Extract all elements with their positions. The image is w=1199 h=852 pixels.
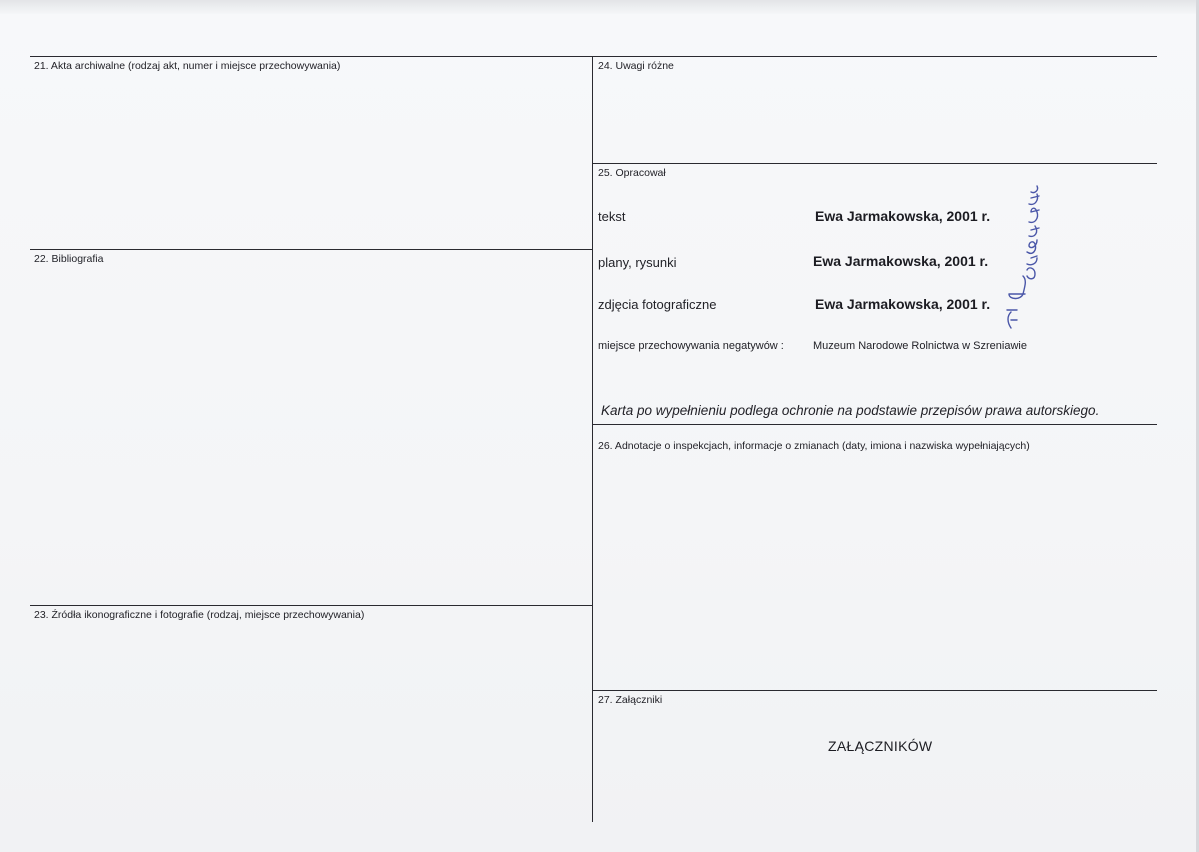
page-top-edge [0, 0, 1199, 14]
divider-top [30, 56, 1157, 57]
column-divider [592, 56, 593, 822]
author-plans-value: Ewa Jarmakowska, 2001 r. [813, 253, 989, 269]
divider-26 [592, 424, 1157, 425]
section-21-label: 21. Akta archiwalne (rodzaj akt, numer i miejsce przechowywania) [34, 60, 341, 72]
section-27-label: 27. Załączniki [598, 694, 663, 706]
section-26-label: 26. Adnotacje o inspekcjach, informacje o zmianach (daty, imiona i nazwiska wypełniających) [598, 440, 1030, 452]
section-22-label: 22. Bibliografia [34, 253, 104, 265]
author-text-label: tekst [598, 209, 626, 224]
divider-23 [30, 605, 592, 606]
divider-25 [592, 163, 1157, 164]
author-text-value: Ewa Jarmakowska, 2001 r. [815, 208, 991, 224]
author-photos-label: zdjęcia fotograficzne [598, 297, 717, 312]
attachments-value: ZAŁĄCZNIKÓW [828, 738, 933, 754]
divider-22 [30, 249, 592, 250]
author-photos-value: Ewa Jarmakowska, 2001 r. [815, 296, 991, 312]
divider-27 [592, 690, 1157, 691]
section-23-label: 23. Źródła ikonograficzne i fotografie (rodzaj, miejsce przechowywania) [34, 609, 365, 621]
copyright-notice: Karta po wypełnieniu podlega ochronie na podstawie przepisów prawa autorskiego. [601, 403, 1100, 418]
author-plans-label: plany, rysunki [598, 255, 677, 270]
negatives-location-value: Muzeum Narodowe Rolnictwa w Szreniawie [813, 340, 1027, 352]
section-25-label: 25. Opracował [598, 167, 666, 179]
section-24-label: 24. Uwagi różne [598, 60, 674, 72]
negatives-location-label: miejsce przechowywania negatywów : [598, 340, 784, 352]
handwritten-signature [995, 182, 1055, 330]
